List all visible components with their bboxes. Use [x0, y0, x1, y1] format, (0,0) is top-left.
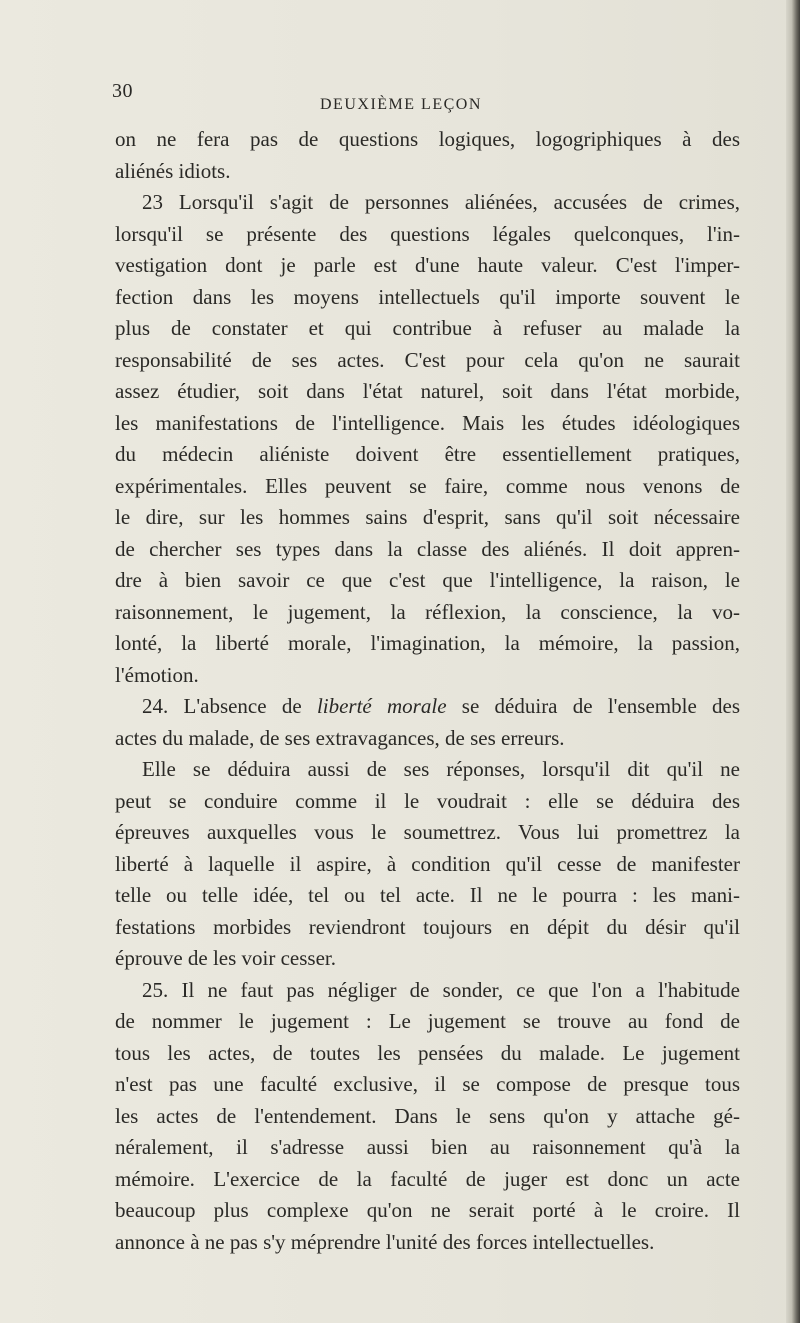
text-line: plus de constater et qui contribue à refuser au malade la: [115, 316, 740, 340]
text-line: néralement, il s'adresse aussi bien au raisonnement qu'à la: [115, 1135, 740, 1159]
paragraph-24-start: [115, 691, 740, 723]
text-line: l'émotion.: [115, 662, 199, 687]
running-head: DEUXIÈME LEÇON: [320, 96, 482, 113]
page-edge-shadow: [786, 0, 800, 1323]
text-run: 24. L'absence de: [142, 694, 302, 718]
italic-term: liberté morale: [316, 694, 447, 718]
text-line: annonce à ne pas s'y méprendre l'unité des forces intellectuelles.: [115, 1229, 655, 1254]
text-line: responsabilité de ses actes. C'est pour cela qu'on ne saurait: [115, 347, 740, 372]
text-run: se déduira de l'ensemble des: [461, 694, 741, 718]
text-line: le dire, sur les hommes sains d'esprit, sans qu'il soit nécessaire: [115, 505, 740, 529]
text-line: n'est pas une faculté exclusive, il se compose de presque tous: [115, 1072, 740, 1096]
paragraph-start: Elle se déduira aussi de ses réponses, lorsqu'il dit qu'il ne: [142, 757, 740, 781]
text-line: les actes de l'entendement. Dans le sens qu'on y attache gé-: [115, 1103, 740, 1128]
text-line: mémoire. L'exercice de la faculté de juger est donc un acte: [115, 1166, 740, 1191]
text-line: actes du malade, de ses extravagances, de ses erreurs.: [115, 725, 565, 750]
text-line: fection dans les moyens intellectuels qu'il importe souvent le: [115, 284, 740, 309]
text-line: lonté, la liberté morale, l'imagination, la mémoire, la passion,: [115, 631, 740, 655]
text-line: raisonnement, le jugement, la réflexion, la conscience, la vo-: [115, 599, 740, 624]
text-line: aliénés idiots.: [115, 158, 231, 183]
text-line: liberté à laquelle il aspire, à condition qu'il cesse de manifester: [115, 851, 740, 876]
text-line: du médecin aliéniste doivent être essentiellement pratiques,: [115, 442, 740, 466]
text-line: de chercher ses types dans la classe des aliénés. Il doit appren-: [115, 536, 740, 561]
text-line: épreuves auxquelles vous le soumettrez. Vous lui promettrez la: [115, 820, 740, 844]
body-text: [115, 124, 740, 1258]
text-line: tous les actes, de toutes les pensées du malade. Le jugement: [115, 1040, 740, 1065]
text-line: festations morbides reviendront toujours en dépit du désir qu'il: [115, 914, 740, 939]
text-line: éprouve de les voir cesser.: [115, 946, 337, 970]
text-line: on ne fera pas de questions logiques, logogriphiques à des: [115, 127, 740, 151]
text-line: expérimentales. Elles peuvent se faire, comme nous venons de: [115, 473, 740, 498]
text-line: beaucoup plus complexe qu'on ne serait porté à le croire. Il: [115, 1198, 740, 1222]
text-line: assez étudier, soit dans l'état naturel, soit dans l'état morbide,: [115, 379, 740, 403]
text-line: de nommer le jugement : Le jugement se trouve au fond de: [115, 1009, 740, 1033]
text-line: lorsqu'il se présente des questions légales quelconques, l'in-: [115, 221, 740, 246]
paragraph-25-start: 25. Il ne faut pas négliger de sonder, ce que l'on a l'habitude: [142, 977, 740, 1002]
text-line: telle ou telle idée, tel ou tel acte. Il ne le pourra : les mani-: [115, 883, 740, 907]
text-line: les manifestations de l'intelligence. Mais les études idéologiques: [115, 410, 740, 435]
paragraph-23-start: 23 Lorsqu'il s'agit de personnes aliénées, accusées de crimes,: [142, 190, 740, 214]
text-line: dre à bien savoir ce que c'est que l'intelligence, la raison, le: [115, 568, 740, 592]
page-number: 30: [112, 80, 133, 102]
text-line: vestigation dont je parle est d'une haute valeur. C'est l'imper-: [115, 253, 740, 277]
text-line: peut se conduire comme il le voudrait : elle se déduira des: [115, 788, 740, 813]
